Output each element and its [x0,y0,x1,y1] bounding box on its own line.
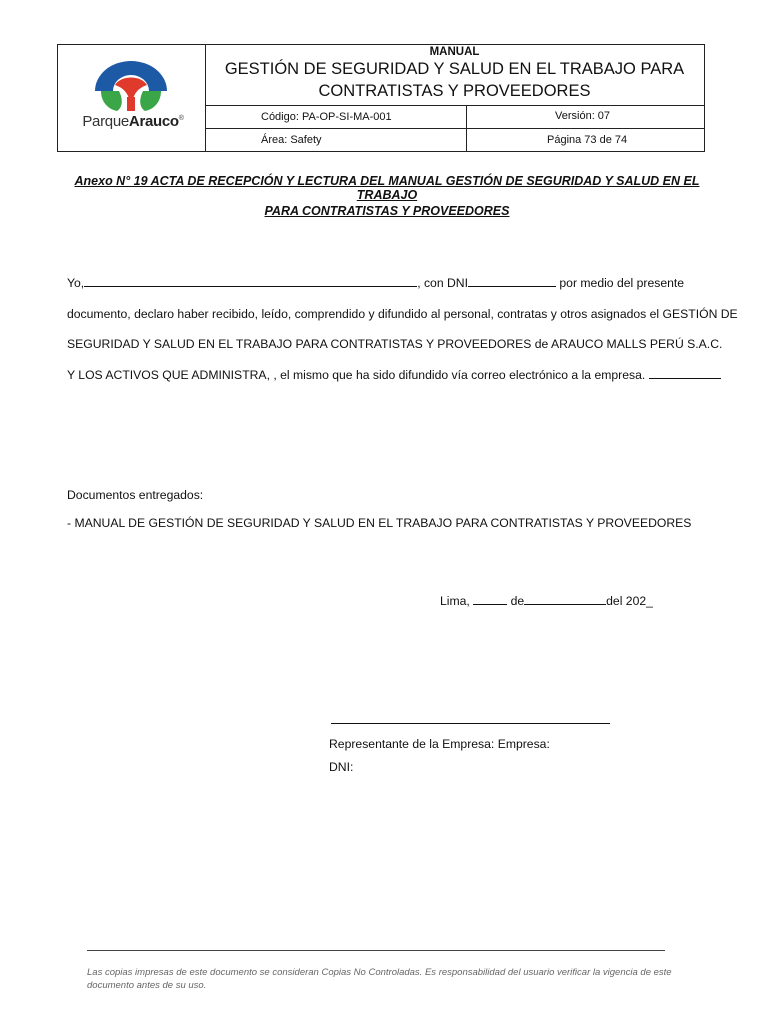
dni-label: DNI: [329,760,354,774]
annex-title-line-2: PARA CONTRATISTAS Y PROVEEDORES [264,204,510,218]
declaration-paragraph [67,268,738,390]
meta-row-code [205,106,704,129]
day-blank-field[interactable] [473,593,507,605]
declaration-line-2: documento, declaro haber recibido, leído, comprendido y difundido al personal, contratas y otros asignados el GESTIÓN DE [67,306,738,321]
declaration-line-1: Yo, , con DNI por medio del presente [67,276,685,290]
signature-line [331,723,610,724]
date-line: Lima, de del 202_ [440,594,653,608]
declaration-line-4: Y LOS ACTIVOS QUE ADMINISTRA, , el mismo que ha sido difundido vía correo electrónico a la empresa. [67,360,703,391]
month-blank-field[interactable] [524,593,606,605]
documents-heading: Documentos entregados: [67,488,204,502]
meta-row-area [205,129,704,151]
representative-label: Representante de la Empresa: Empresa: [329,737,550,751]
logo-cell [58,45,206,151]
declaration-line-3: SEGURIDAD Y SALUD EN EL TRABAJO PARA CONTRATISTAS Y PROVEEDORES de ARAUCO MALLS PERÚ S.A.C. [67,337,723,351]
manual-label: MANUAL [429,46,480,58]
document-title-line-2: CONTRATISTAS Y PROVEEDORES [318,82,591,100]
document-version: Versión: 07 [555,110,611,122]
title-cell [205,45,704,106]
document-header [57,44,705,152]
footer-note: Las copias impresas de este documento se consideran Copias No Controladas. Es responsabilidad del usuario verificar la vigencia de este documento antes de su uso. [87,967,672,991]
document-code: Código: PA-OP-SI-MA-001 [261,111,392,123]
name-blank-field[interactable] [84,275,417,287]
annex-title-line-1: Anexo N° 19 ACTA DE RECEPCIÓN Y LECTURA DEL MANUAL GESTIÓN DE SEGURIDAD Y SALUD EN EL TRABAJO [74,174,700,202]
documents-item: - MANUAL DE GESTIÓN DE SEGURIDAD Y SALUD EN EL TRABAJO PARA CONTRATISTAS Y PROVEEDORES [67,516,692,530]
company-blank-field[interactable] [649,367,721,379]
page-number: Página 73 de 74 [547,134,628,146]
logo-wordmark: ParqueArauco® [82,113,184,130]
footer-divider [87,950,665,951]
document-title-line-1: GESTIÓN DE SEGURIDAD Y SALUD EN EL TRABAJO PARA [224,60,685,78]
document-area: Área: Safety [261,134,322,146]
parque-arauco-logo-icon [93,61,169,113]
dni-blank-field[interactable] [468,275,556,287]
